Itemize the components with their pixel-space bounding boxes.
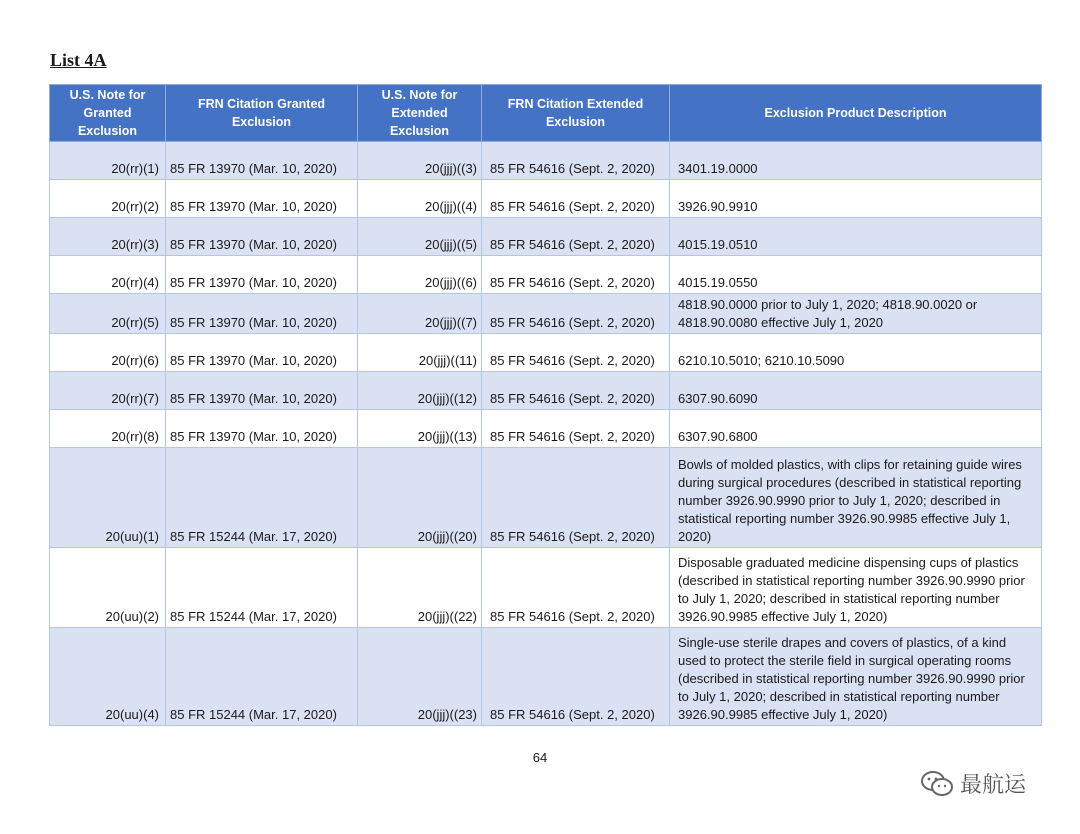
cell-granted-frn: 85 FR 13970 (Mar. 10, 2020) bbox=[166, 142, 358, 180]
cell-description: 6307.90.6800 bbox=[670, 410, 1042, 448]
cell-extended-frn: 85 FR 54616 (Sept. 2, 2020) bbox=[482, 448, 670, 548]
cell-extended-frn: 85 FR 54616 (Sept. 2, 2020) bbox=[482, 334, 670, 372]
watermark-text: 最航运 bbox=[960, 772, 1027, 797]
cell-extended-frn: 85 FR 54616 (Sept. 2, 2020) bbox=[482, 294, 670, 334]
cell-extended-note: 20(jjj)((22) bbox=[358, 548, 482, 628]
cell-description: 3401.19.0000 bbox=[670, 142, 1042, 180]
cell-description: 4015.19.0550 bbox=[670, 256, 1042, 294]
cell-granted-frn: 85 FR 15244 (Mar. 17, 2020) bbox=[166, 548, 358, 628]
list-title: List 4A bbox=[50, 50, 107, 70]
table-header-row bbox=[50, 85, 1042, 142]
cell-granted-frn: 85 FR 13970 (Mar. 10, 2020) bbox=[166, 372, 358, 410]
table-row bbox=[50, 448, 1042, 548]
header-granted-frn: FRN Citation Granted Exclusion bbox=[166, 85, 358, 142]
cell-granted-frn: 85 FR 13970 (Mar. 10, 2020) bbox=[166, 294, 358, 334]
page-number: 64 bbox=[532, 750, 548, 765]
table-row bbox=[50, 142, 1042, 180]
cell-granted-note: 20(rr)(7) bbox=[50, 372, 166, 410]
header-granted-note: U.S. Note for Granted Exclusion bbox=[50, 85, 166, 142]
cell-granted-frn: 85 FR 13970 (Mar. 10, 2020) bbox=[166, 410, 358, 448]
cell-granted-note: 20(uu)(1) bbox=[50, 448, 166, 548]
wechat-icon bbox=[920, 770, 954, 798]
table-row bbox=[50, 628, 1042, 726]
cell-description: Bowls of molded plastics, with clips for retaining guide wires during surgical procedures (described in statistical reporting number 3926.90.9990 prior to July 1, 2020; described in statistical reporting number 3926.90.9985 effective July 1, 2020) bbox=[670, 448, 1042, 548]
cell-extended-note: 20(jjj)((12) bbox=[358, 372, 482, 410]
cell-extended-note: 20(jjj)((3) bbox=[358, 142, 482, 180]
table-row bbox=[50, 410, 1042, 448]
cell-granted-frn: 85 FR 15244 (Mar. 17, 2020) bbox=[166, 448, 358, 548]
header-description: Exclusion Product Description bbox=[670, 85, 1042, 142]
cell-description: Single-use sterile drapes and covers of plastics, of a kind used to protect the sterile field in surgical operating rooms (described in statistical reporting number 3926.90.9990 prior to July 1, 2020; described in statistical reporting number 3926.90.9985 effective July 1, 2020) bbox=[670, 628, 1042, 726]
cell-granted-frn: 85 FR 13970 (Mar. 10, 2020) bbox=[166, 256, 358, 294]
cell-granted-note: 20(rr)(5) bbox=[50, 294, 166, 334]
cell-extended-frn: 85 FR 54616 (Sept. 2, 2020) bbox=[482, 218, 670, 256]
table-row bbox=[50, 372, 1042, 410]
cell-extended-frn: 85 FR 54616 (Sept. 2, 2020) bbox=[482, 410, 670, 448]
cell-granted-note: 20(rr)(6) bbox=[50, 334, 166, 372]
cell-granted-note: 20(rr)(3) bbox=[50, 218, 166, 256]
cell-description: 4015.19.0510 bbox=[670, 218, 1042, 256]
cell-extended-frn: 85 FR 54616 (Sept. 2, 2020) bbox=[482, 628, 670, 726]
cell-extended-frn: 85 FR 54616 (Sept. 2, 2020) bbox=[482, 180, 670, 218]
table-row bbox=[50, 180, 1042, 218]
cell-extended-note: 20(jjj)((11) bbox=[358, 334, 482, 372]
table-row bbox=[50, 218, 1042, 256]
exclusion-table bbox=[49, 84, 1042, 726]
cell-granted-frn: 85 FR 13970 (Mar. 10, 2020) bbox=[166, 218, 358, 256]
cell-granted-note: 20(uu)(4) bbox=[50, 628, 166, 726]
cell-description: 6210.10.5010; 6210.10.5090 bbox=[670, 334, 1042, 372]
cell-granted-note: 20(uu)(2) bbox=[50, 548, 166, 628]
header-extended-frn: FRN Citation Extended Exclusion bbox=[482, 85, 670, 142]
cell-extended-note: 20(jjj)((5) bbox=[358, 218, 482, 256]
cell-description: 3926.90.9910 bbox=[670, 180, 1042, 218]
table-row bbox=[50, 256, 1042, 294]
cell-granted-frn: 85 FR 13970 (Mar. 10, 2020) bbox=[166, 334, 358, 372]
cell-extended-frn: 85 FR 54616 (Sept. 2, 2020) bbox=[482, 372, 670, 410]
cell-granted-note: 20(rr)(4) bbox=[50, 256, 166, 294]
cell-granted-note: 20(rr)(1) bbox=[50, 142, 166, 180]
table-row bbox=[50, 548, 1042, 628]
cell-description: Disposable graduated medicine dispensing cups of plastics (described in statistical reporting number 3926.90.9990 prior to July 1, 2020; described in statistical reporting number 3926.90.9985 effective July 1, 2020) bbox=[670, 548, 1042, 628]
cell-granted-note: 20(rr)(2) bbox=[50, 180, 166, 218]
cell-extended-frn: 85 FR 54616 (Sept. 2, 2020) bbox=[482, 256, 670, 294]
table-row bbox=[50, 294, 1042, 334]
table-row bbox=[50, 334, 1042, 372]
cell-extended-note: 20(jjj)((20) bbox=[358, 448, 482, 548]
cell-extended-note: 20(jjj)((13) bbox=[358, 410, 482, 448]
cell-granted-frn: 85 FR 13970 (Mar. 10, 2020) bbox=[166, 180, 358, 218]
header-extended-note: U.S. Note for Extended Exclusion bbox=[358, 85, 482, 142]
cell-granted-frn: 85 FR 15244 (Mar. 17, 2020) bbox=[166, 628, 358, 726]
watermark bbox=[920, 768, 1026, 799]
cell-description: 6307.90.6090 bbox=[670, 372, 1042, 410]
cell-extended-frn: 85 FR 54616 (Sept. 2, 2020) bbox=[482, 142, 670, 180]
cell-extended-note: 20(jjj)((6) bbox=[358, 256, 482, 294]
cell-extended-note: 20(jjj)((4) bbox=[358, 180, 482, 218]
cell-extended-note: 20(jjj)((7) bbox=[358, 294, 482, 334]
cell-granted-note: 20(rr)(8) bbox=[50, 410, 166, 448]
cell-extended-note: 20(jjj)((23) bbox=[358, 628, 482, 726]
cell-extended-frn: 85 FR 54616 (Sept. 2, 2020) bbox=[482, 548, 670, 628]
cell-description: 4818.90.0000 prior to July 1, 2020; 4818.90.0020 or 4818.90.0080 effective July 1, 2020 bbox=[670, 294, 1042, 334]
